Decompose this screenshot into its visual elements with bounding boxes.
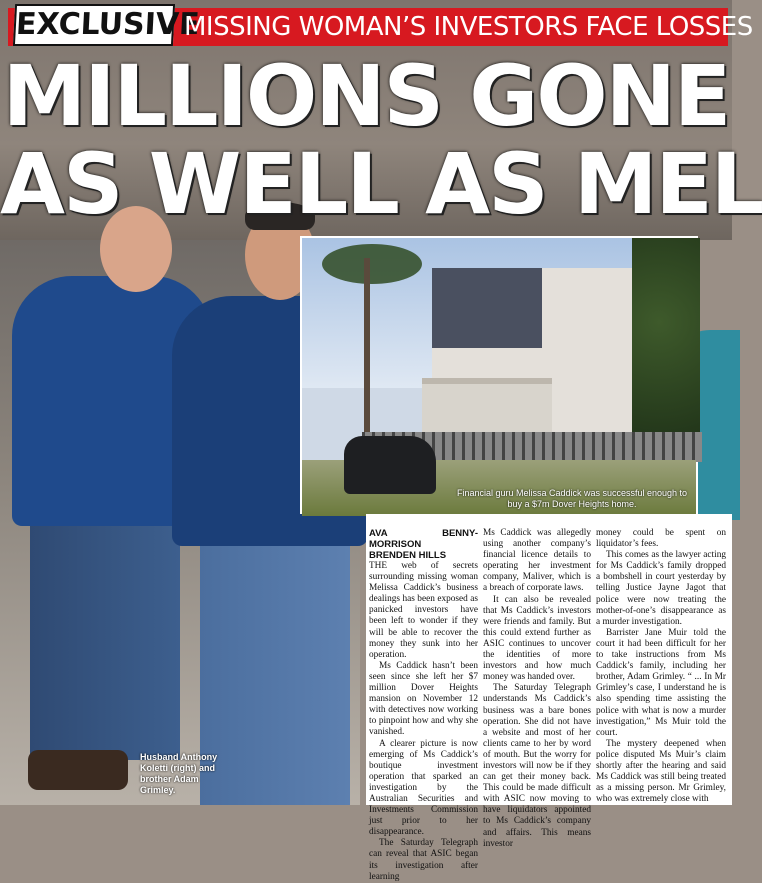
house-photo-caption: Financial guru Melissa Caddick was successful enough to buy a $7m Dover Heights home. [456,488,688,509]
paragraph: A clearer picture is now emerging of Ms Caddick’s boutique investment operation that sparked an investigation by the Australian Securities and Investments Commission just prior to her disappearance. [369,738,478,838]
house-tree [632,238,700,448]
house-upper-window [432,268,542,348]
paragraph: The Saturday Telegraph can reveal that ASIC began its investigation after learning [369,838,478,882]
man-left-shoes [28,750,128,790]
byline [369,528,478,561]
paragraph: The Saturday Telegraph understands Ms Caddick’s business was a bare bones operation. She did not have a website and most of her clients came to her by word of mouth. But the worry for investors will now be if they can get their money back. This could be made difficult with ASIC now moving to have liquidators appointed to Ms Caddick’s company and affairs. This means investor [483,683,591,849]
people-photo-caption: Husband Anthony Koletti (right) and brother Adam Grimley. [140,752,218,795]
paragraph: money could be spent on liquidator’s fees. [596,528,726,550]
paragraph: THE web of secrets surrounding missing woman Melissa Caddick’s business dealings has been exposed as panicked investors have been left to wonder if they will be able to recover the money they sunk into her operation. [369,561,478,660]
paragraph: Ms Caddick was allegedly using another company’s financial licence details to operating her investment company, Maliver, which is a breach of corporate laws. [483,528,591,594]
header-kicker: MISSING WOMAN’S INVESTORS FACE LOSSES [184,12,753,42]
man-right-jeans [200,535,350,805]
article-column-2 [483,528,591,850]
paragraph: It can also be revealed that Ms Caddick’s investors were friends and family. But this could extend further as ASIC continues to uncover the identities of more investors and how much money was handed over. [483,594,591,683]
byline-author-2: BRENDEN HILLS [369,550,447,561]
headline-line-2: AS WELL AS MEL [0,135,762,233]
paragraph: The mystery deepened when police disputed Ms Muir’s claim shortly after the hearing and said Ms Caddick was still being treated as a missing person. Mr Grimley, who was extremely close with [596,738,726,805]
exclusive-label: EXCLUSIVE [13,4,175,46]
man-left-jeans [30,520,180,760]
byline-author-1: AVA BENNY-MORRISON [369,528,478,550]
headline-line-1: MILLIONS GONE [2,47,730,145]
paragraph: This comes as the lawyer acting for Ms Caddick’s family dropped a bombshell in court yesterday by telling Justice Jayne Jagot that police were now treating the mother-of-one’s disappearance as a murder investigation. [596,550,726,627]
article-column-3 [596,528,726,805]
paragraph: Barrister Jane Muir told the court it had been difficult for her to take instructions from Ms Caddick’s family, including her brother, Adam Grimley. “ ... In Mr Grimley’s case, I understand he is also spending time assisting the police with what is now a murder investigation,” Ms Muir told the court. [596,627,726,738]
palm-trunk [364,258,370,458]
paragraph: Ms Caddick hasn’t been seen since she left her $7 million Dover Heights mansion on November 12 with detectives now working to pinpoint how and why she vanished. [369,660,478,738]
parked-car [344,436,436,494]
palm-foliage [322,244,422,284]
house-photo [300,236,698,514]
article-column-1 [369,528,478,883]
